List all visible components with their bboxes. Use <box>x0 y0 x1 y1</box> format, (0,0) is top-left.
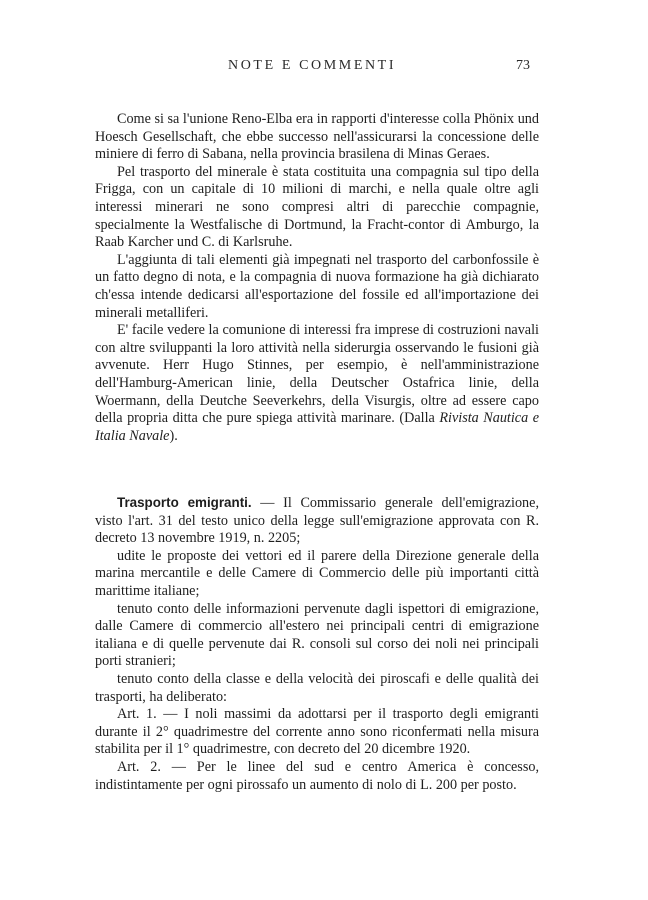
source-title: Rivista Nautica e Italia Navale <box>95 410 539 444</box>
paragraph-text: — Il Commissario generale dell'emigrazione, visto l'art. 31 del testo unico della legge sull'emigrazione approvata con R. decreto 13 novembre 1919, n. 2205; <box>95 495 539 547</box>
paragraph: Come si sa l'unione Reno-Elba era in rapporti d'interesse colla Phönix und Hoesch Gesellschaft, che ebbe successo nell'assicurarsi la concessione delle miniere di ferro di Sabana, nella provincia brasilena di Minas Geraes. <box>95 111 539 163</box>
paragraph: Pel trasporto del minerale è stata costituita una compagnia sul tipo della Frigga, con un capitale di 10 milioni di marchi, e nella quale oltre agli interessi minerari ne sono compresi altri di parecchie compagnie, specialmente la Westfalische di Dortmund, la Fracht-contor di Amburgo, la Raab Karcher und C. di Karlsruhe. <box>95 163 539 251</box>
paragraph-text: E' facile vedere la comunione di interessi fra imprese di costruzioni navali con altre sviluppanti la loro attività nella siderurgia osservando le fusioni già avvenute. Herr Hugo Stinnes, per esempio, è nell'amministrazione dell'Hamburg-American linie, della Deutscher Ostafrica linie, della Woermann, della Deutche Seeverkehrs, della Visurgis, oltre ad essere capo della propria ditta che pure spiega attività marinare. (Dalla <box>95 322 539 427</box>
page-header <box>0 58 648 78</box>
article-shipping-news <box>95 111 539 445</box>
running-title: NOTE E COMMENTI <box>228 58 397 73</box>
section-heading: Trasporto emigranti. <box>117 495 252 510</box>
paragraph: tenuto conto della classe e della velocità dei piroscafi e delle qualità dei trasporti, ha deliberato: <box>95 670 539 705</box>
paragraph <box>95 322 539 445</box>
article-2-paragraph: Art. 2. — Per le linee del sud e centro America è concesso, indistintamente per ogni pirossafo un aumento di nolo di L. 200 per posto. <box>95 758 539 793</box>
source-close: ). <box>169 427 178 444</box>
paragraph <box>95 494 539 548</box>
page-number: 73 <box>516 58 530 73</box>
article-1-paragraph: Art. 1. — I noli massimi da adottarsi per il trasporto degli emigranti durante il 2° quadrimestre del corrente anno sono riconfermati nella misura stabilita per il 1° quadrimestre, con decreto del 20 dicembre 1920. <box>95 706 539 758</box>
article-emigrant-transport <box>95 494 539 794</box>
paragraph: udite le proposte dei vettori ed il parere della Direzione generale della marina mercantile e delle Camere di Commercio delle più importanti città marittime italiane; <box>95 547 539 599</box>
paragraph: tenuto conto delle informazioni pervenute dagli ispettori di emigrazione, dalle Camere di commercio all'estero nei principali centri di emigrazione italiana e di quelle pervenute dai R. consoli sul corso dei noli nei principali porti stranieri; <box>95 600 539 670</box>
paragraph: L'aggiunta di tali elementi già impegnati nel trasporto del carbonfossile è un fatto degno di nota, e la compagnia di nuova formazione ha già dichiarato ch'essa intende dedicarsi all'esportazione del fossile ed all'importazione dei minerali metalliferi. <box>95 251 539 321</box>
